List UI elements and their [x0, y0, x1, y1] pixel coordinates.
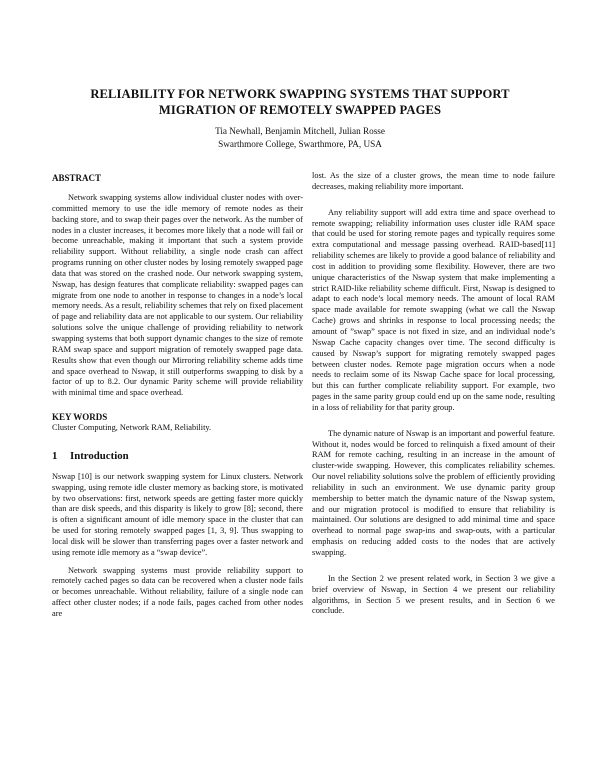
right-paragraph-3: The dynamic nature of Nswap is an important and powerful feature. Without it, nodes would be forced to relinquish a fixed amount of their RAM for remote caching, resulting in an increase in the amount of cluster-wide swapping. However, this complicates reliability schemes. Our novel reliability solutions solve the problem of efficiently providing reliability in such an environment. We use dynamic parity group membership to better match the dynamic nature of the Nswap system, and our migration protocol is modified to ensure that reliability is maintained. Our solutions are designed to add minimal time and space overhead to normal page swap-ins and swap-outs, with a particular emphasis on reducing added costs to the nodes that are actively swapping.	[312, 428, 555, 557]
right-paragraph-4: In the Section 2 we present related work, in Section 3 we give a brief overview of Nswap, in Section 4 we present our reliability algorithms, in Section 5 we present results, and in Section 6 we conclude.	[312, 573, 555, 616]
right-column	[312, 171, 555, 617]
section-number: 1	[52, 449, 58, 462]
intro-paragraph-2: Network swapping systems must provide reliability support to remotely cached pages so data can be recovered when a cluster node fails or becomes unreachable. Without reliability, failure of a single node can affect other cluster nodes; if a node fails, pages cached from other nodes are	[52, 565, 303, 618]
keywords-text: Cluster Computing, Network RAM, Reliability.	[52, 423, 212, 433]
right-paragraph-2: Any reliability support will add extra time and space overhead to remote swapping; reliability information uses cluster idle RAM space that could be used for storing remote pages and typically requires some extra computational and message passing overhead. RAID-based[11] reliability schemes are likely to provide a good balance of reliability and cost in addition to providing some flexibility. However, there are two unique characteristics of the Nswap system that make implementing a strict RAID-like reliability scheme difficult. First, Nswap is designed to adapt to each node’s local memory needs. The amount of local RAM space made available for remote swapping (what we call the Nswap Cache) grows and shrinks in response to local processing needs; the amount of ”swap” space is not fixed in size, and an individual node’s Nswap Cache capacity changes over time. The second difficulty is caused by Nswap’s support for migrating remotely swapped pages between cluster nodes. Remote page migration occurs when a node needs to reclaim some of its Nswap Cache space for local processing, but this can further complicate reliability support. For example, two pages in the same parity group could end up on the same node, resulting in a loss of reliability for that parity group.	[312, 207, 555, 412]
title-line-2: MIGRATION OF REMOTELY SWAPPED PAGES	[158, 103, 442, 117]
abstract-heading: ABSTRACT	[52, 173, 102, 183]
introduction-heading	[52, 449, 303, 463]
intro-paragraph-1: Nswap [10] is our network swapping system for Linux clusters. Network swapping, using remote idle cluster memory as backing store, is motivated by two observations: first, network speeds are getting faster more quickly than are disk speeds, and this disparity is likely to grow [8]; second, there is often a significant amount of idle memory space in the cluster that can be used for storing remotely swapped pages [1, 3, 9]. Thus swapping to local disk will be slower than transferring pages over a faster network and using remote idle memory as a “swap device”.	[52, 471, 303, 557]
affiliation: Swarthmore College, Swarthmore, PA, USA	[218, 138, 382, 149]
author-block	[40, 125, 560, 150]
right-paragraph-1: lost. As the size of a cluster grows, the mean time to node failure decreases, making reliability more important.	[312, 171, 555, 191]
section-title: Introduction	[70, 449, 129, 462]
paper-title	[40, 86, 560, 118]
authors: Tia Newhall, Benjamin Mitchell, Julian Rosse	[215, 126, 385, 136]
title-line-1: RELIABILITY FOR NETWORK SWAPPING SYSTEMS THAT SUPPORT	[90, 87, 510, 101]
keywords-heading: KEY WORDS	[52, 412, 108, 423]
left-column	[52, 172, 303, 620]
abstract-text: Network swapping systems allow individual cluster nodes with over-committed memory to use the idle memory of remote nodes as their backing store, and to swap their pages over the network. As the number of nodes in a cluster increases, it becomes more likely that a node will fail or become unreachable, making it important that such a system provide reliability support. Without reliability, a single node crash can affect programs running on other cluster nodes by losing remotely swapped page data that was stored on the crashed node. Our network swapping system, Nswap, has design features that complicate reliability: swapped pages can migrate from one node to another in response to changes in a node’s local memory needs. As a result, reliability schemes that rely on fixed placement of page and reliability data are not applicable to our system. Our reliability solutions solve the unique challenge of providing reliability to network swapping systems that both support dynamic changes to the size of remote RAM swap space and support migration of remotely swapped page data. Results show that even though our Mirroring reliability scheme adds time and space overhead to Nswap, it still outperforms swapping to disk by a factor of up to 8.2. Our dynamic Parity scheme will provide reliability with minimal time and space overhead.	[52, 193, 303, 398]
